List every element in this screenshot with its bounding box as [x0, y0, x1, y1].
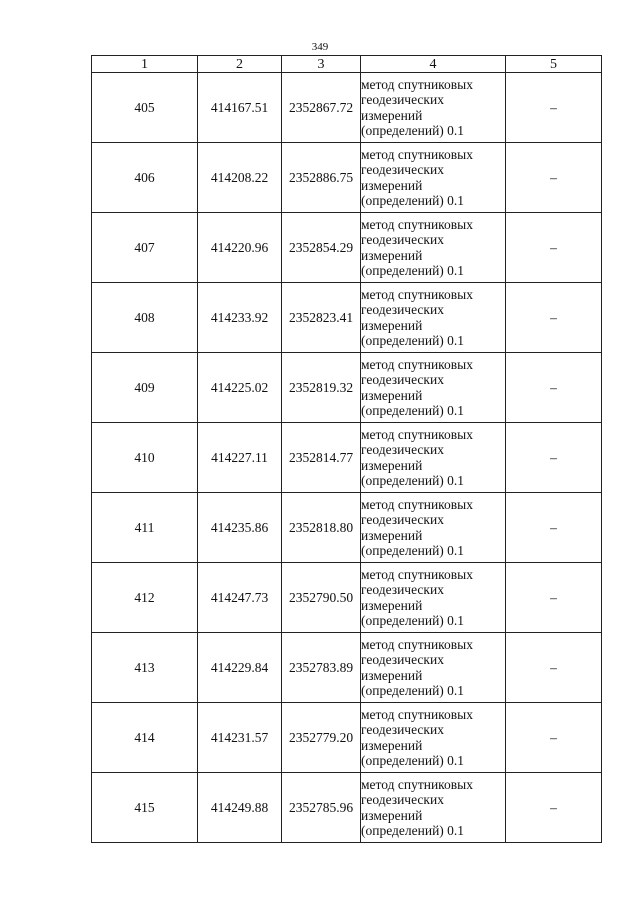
method-line: измерений — [361, 247, 423, 263]
method-cell — [361, 73, 506, 143]
x-coordinate-cell: 414235.86 — [198, 493, 282, 563]
method-line: метод спутниковых — [361, 566, 473, 582]
header-cell: 1 — [92, 56, 198, 73]
y-coordinate-cell: 2352818.80 — [282, 493, 361, 563]
method-cell — [361, 353, 506, 423]
table-row — [92, 563, 602, 633]
method-cell — [361, 493, 506, 563]
table-row — [92, 213, 602, 283]
method-line: измерений — [361, 387, 423, 403]
method-line: измерений — [361, 667, 423, 683]
method-line: метод спутниковых — [361, 76, 473, 92]
method-line: метод спутниковых — [361, 496, 473, 512]
page-number: 349 — [311, 41, 329, 53]
y-coordinate-cell: 2352854.29 — [282, 213, 361, 283]
table-row — [92, 773, 602, 843]
y-coordinate-cell: 2352823.41 — [282, 283, 361, 353]
method-cell — [361, 773, 506, 843]
note-cell: – — [506, 493, 602, 563]
method-line: геодезических — [361, 232, 444, 247]
table-row — [92, 633, 602, 703]
method-cell — [361, 143, 506, 213]
note-cell: – — [506, 633, 602, 703]
method-line: (определений) 0.1 — [361, 753, 465, 768]
x-coordinate-cell: 414167.51 — [198, 73, 282, 143]
method-line: измерений — [361, 737, 423, 753]
point-number-cell: 410 — [92, 423, 198, 493]
method-line: геодезических — [361, 92, 444, 107]
header-cell: 4 — [361, 56, 506, 73]
method-line: (определений) 0.1 — [361, 823, 465, 838]
note-cell: – — [506, 143, 602, 213]
header-cell: 2 — [198, 56, 282, 73]
y-coordinate-cell: 2352886.75 — [282, 143, 361, 213]
point-number-cell: 413 — [92, 633, 198, 703]
header-cell: 3 — [282, 56, 361, 73]
y-coordinate-cell: 2352785.96 — [282, 773, 361, 843]
method-line: (определений) 0.1 — [361, 263, 465, 278]
x-coordinate-cell: 414220.96 — [198, 213, 282, 283]
y-coordinate-cell: 2352819.32 — [282, 353, 361, 423]
point-number-cell: 414 — [92, 703, 198, 773]
note-cell: – — [506, 73, 602, 143]
method-line: геодезических — [361, 652, 444, 667]
method-line: (определений) 0.1 — [361, 123, 465, 138]
method-line: геодезических — [361, 582, 444, 597]
method-cell — [361, 213, 506, 283]
method-line: метод спутниковых — [361, 356, 473, 372]
method-cell — [361, 283, 506, 353]
method-line: геодезических — [361, 792, 444, 807]
x-coordinate-cell: 414229.84 — [198, 633, 282, 703]
method-line: метод спутниковых — [361, 636, 473, 652]
y-coordinate-cell: 2352867.72 — [282, 73, 361, 143]
note-cell: – — [506, 423, 602, 493]
method-line: измерений — [361, 317, 423, 333]
method-line: измерений — [361, 527, 423, 543]
method-line: (определений) 0.1 — [361, 403, 465, 418]
method-line: метод спутниковых — [361, 426, 473, 442]
x-coordinate-cell: 414231.57 — [198, 703, 282, 773]
y-coordinate-cell: 2352814.77 — [282, 423, 361, 493]
method-line: метод спутниковых — [361, 706, 473, 722]
note-cell: – — [506, 283, 602, 353]
method-line: (определений) 0.1 — [361, 473, 465, 488]
table-row — [92, 143, 602, 213]
point-number-cell: 412 — [92, 563, 198, 633]
table-body — [92, 73, 602, 843]
x-coordinate-cell: 414233.92 — [198, 283, 282, 353]
x-coordinate-cell: 414208.22 — [198, 143, 282, 213]
method-line: измерений — [361, 177, 423, 193]
x-coordinate-cell: 414225.02 — [198, 353, 282, 423]
method-line: измерений — [361, 807, 423, 823]
point-number-cell: 411 — [92, 493, 198, 563]
x-coordinate-cell: 414249.88 — [198, 773, 282, 843]
table-row — [92, 423, 602, 493]
method-cell — [361, 633, 506, 703]
y-coordinate-cell: 2352790.50 — [282, 563, 361, 633]
method-line: геодезических — [361, 372, 444, 387]
x-coordinate-cell: 414227.11 — [198, 423, 282, 493]
point-number-cell: 405 — [92, 73, 198, 143]
table-row — [92, 283, 602, 353]
method-line: измерений — [361, 457, 423, 473]
table-header-row — [92, 56, 602, 73]
note-cell: – — [506, 213, 602, 283]
method-line: метод спутниковых — [361, 286, 473, 302]
note-cell: – — [506, 773, 602, 843]
table-row — [92, 353, 602, 423]
note-cell: – — [506, 703, 602, 773]
method-line: (определений) 0.1 — [361, 683, 465, 698]
x-coordinate-cell: 414247.73 — [198, 563, 282, 633]
method-line: метод спутниковых — [361, 216, 473, 232]
point-number-cell: 408 — [92, 283, 198, 353]
method-cell — [361, 423, 506, 493]
method-line: измерений — [361, 597, 423, 613]
point-number-cell: 409 — [92, 353, 198, 423]
note-cell: – — [506, 353, 602, 423]
method-line: (определений) 0.1 — [361, 333, 465, 348]
y-coordinate-cell: 2352779.20 — [282, 703, 361, 773]
method-cell — [361, 563, 506, 633]
point-number-cell: 407 — [92, 213, 198, 283]
header-cell: 5 — [506, 56, 602, 73]
point-number-cell: 415 — [92, 773, 198, 843]
method-line: метод спутниковых — [361, 776, 473, 792]
table-row — [92, 73, 602, 143]
table-row — [92, 493, 602, 563]
method-line: геодезических — [361, 722, 444, 737]
y-coordinate-cell: 2352783.89 — [282, 633, 361, 703]
point-number-cell: 406 — [92, 143, 198, 213]
method-line: геодезических — [361, 162, 444, 177]
method-cell — [361, 703, 506, 773]
note-cell: – — [506, 563, 602, 633]
method-line: (определений) 0.1 — [361, 613, 465, 628]
method-line: геодезических — [361, 302, 444, 317]
method-line: геодезических — [361, 442, 444, 457]
method-line: (определений) 0.1 — [361, 193, 465, 208]
method-line: измерений — [361, 107, 423, 123]
method-line: (определений) 0.1 — [361, 543, 465, 558]
method-line: геодезических — [361, 512, 444, 527]
method-line: метод спутниковых — [361, 146, 473, 162]
table-row — [92, 703, 602, 773]
coordinates-table — [91, 55, 602, 843]
